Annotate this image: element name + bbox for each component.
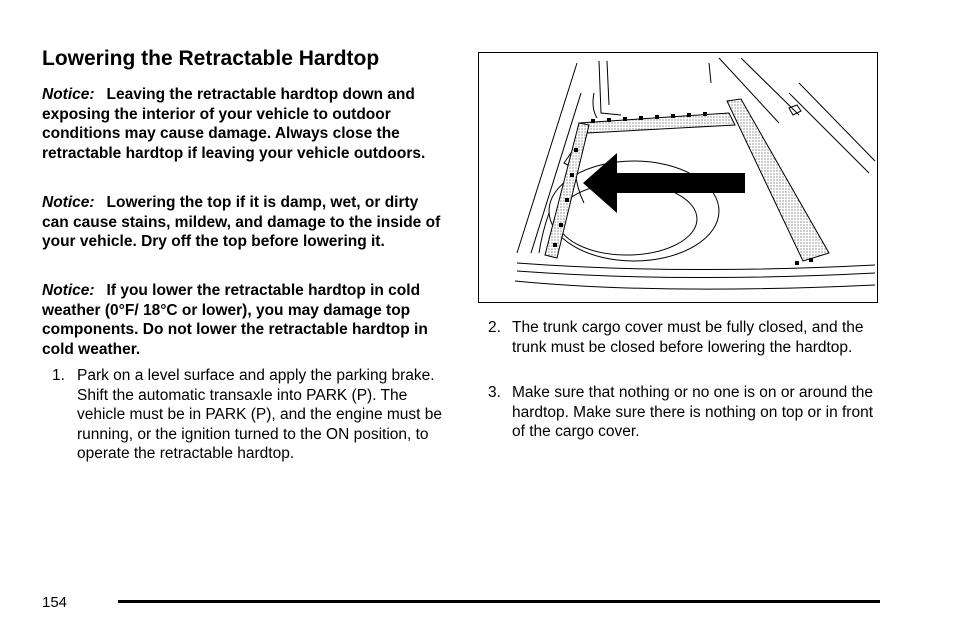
page-number: 154 <box>42 594 68 611</box>
notice-cold-weather <box>42 281 446 359</box>
notice-damage-outdoors <box>42 85 452 163</box>
notice-text: If you lower the retractable hardtop in cold weather (0°F/ 18°C or lower), you may damage top components. Do not lower the retractable hardtop in cold weather. <box>42 282 428 358</box>
step-text: Park on a level surface and apply the parking brake. Shift the automatic transaxle into PARK (P). The vehicle must be in PARK (P), and the engine must be running, or the ignition turned to the ON position, to operate the retractable hardtop. <box>77 367 443 463</box>
page-title: Lowering the Retractable Hardtop <box>42 47 380 70</box>
step-number: 2. <box>488 319 501 336</box>
trunk-illustration <box>478 52 878 303</box>
notice-label: Notice: <box>42 194 95 211</box>
trunk-cargo-cover-arrow-icon <box>479 53 876 301</box>
notice-text: Lowering the top if it is damp, wet, or dirty can cause stains, mildew, and damage to the inside of your vehicle. Dry off the top before lowering it. <box>42 194 441 251</box>
notice-text: Leaving the retractable hardtop down and exposing the interior of your vehicle to outdoor conditions may cause damage. Always close the retractable hardtop if leaving your vehicle outdoors. <box>42 86 426 162</box>
notice-label: Notice: <box>42 282 95 299</box>
step-text: Make sure that nothing or no one is on or around the hardtop. Make sure there is nothing on top or in front of the cargo cover. <box>512 384 874 441</box>
notice-damp-top <box>42 193 442 252</box>
step-text: The trunk cargo cover must be fully closed, and the trunk must be closed before lowering the hardtop. <box>512 319 864 356</box>
step-number: 1. <box>52 367 65 384</box>
step-number: 3. <box>488 384 501 401</box>
notice-label: Notice: <box>42 86 95 103</box>
footer-rule <box>118 600 880 603</box>
